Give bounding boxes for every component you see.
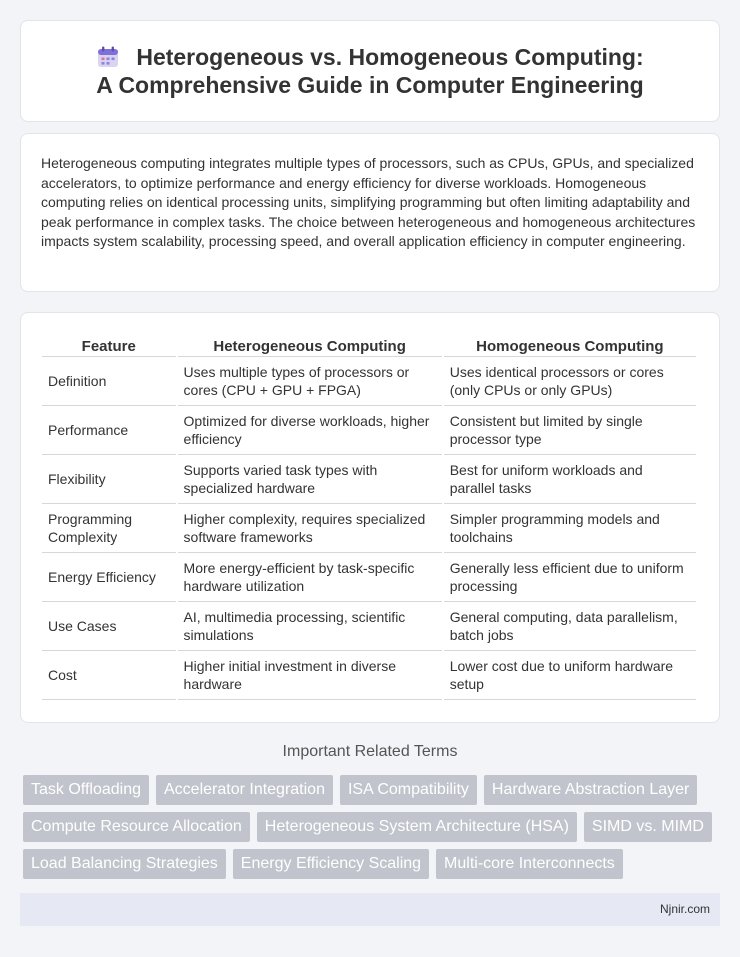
heterogeneous-cell: Uses multiple types of processors or cores (CPU + GPU + FPGA) <box>178 357 442 406</box>
related-term-tag[interactable]: Load Balancing Strategies <box>23 849 226 879</box>
feature-cell: Flexibility <box>42 455 176 504</box>
feature-cell: Use Cases <box>42 602 176 651</box>
related-term-tag[interactable]: Hardware Abstraction Layer <box>484 775 697 805</box>
related-term-tag[interactable]: Accelerator Integration <box>156 775 333 805</box>
comparison-table-card <box>20 312 720 723</box>
homogeneous-cell: Consistent but limited by single processor type <box>444 406 696 455</box>
related-term-tag[interactable]: Multi-core Interconnects <box>436 849 623 879</box>
related-terms-list <box>23 775 723 879</box>
intro-card <box>20 133 720 292</box>
homogeneous-cell: Uses identical processors or cores (only CPUs or only GPUs) <box>444 357 696 406</box>
table-row <box>42 406 696 455</box>
table-row <box>42 455 696 504</box>
heterogeneous-cell: Higher complexity, requires specialized software frameworks <box>178 504 442 553</box>
column-header-homogeneous: Homogeneous Computing <box>444 333 696 357</box>
homogeneous-cell: Lower cost due to uniform hardware setup <box>444 651 696 700</box>
table-row <box>42 651 696 700</box>
feature-cell: Energy Efficiency <box>42 553 176 602</box>
feature-cell: Programming Complexity <box>42 504 176 553</box>
footer <box>20 893 720 926</box>
heterogeneous-cell: Optimized for diverse workloads, higher efficiency <box>178 406 442 455</box>
related-term-tag[interactable]: ISA Compatibility <box>340 775 477 805</box>
feature-cell: Cost <box>42 651 176 700</box>
table-row <box>42 504 696 553</box>
intro-paragraph: Heterogeneous computing integrates multiple types of processors, such as CPUs, GPUs, and specialized accelerators, to optimize performance and energy efficiency for diverse workloads. Homogeneous computing relies on identical processing units, simplifying programming but often limiting adaptability and peak performance in complex tasks. The choice between heterogeneous and homogeneous architectures impacts system scalability, processing speed, and overall application efficiency in computer engineering. <box>41 155 696 250</box>
homogeneous-cell: Best for uniform workloads and parallel tasks <box>444 455 696 504</box>
heterogeneous-cell: More energy-efficient by task-specific hardware utilization <box>178 553 442 602</box>
heterogeneous-cell: Supports varied task types with specialized hardware <box>178 455 442 504</box>
homogeneous-cell: General computing, data parallelism, batch jobs <box>444 602 696 651</box>
column-header-feature: Feature <box>42 333 176 357</box>
table-row <box>42 357 696 406</box>
homogeneous-cell: Generally less efficient due to uniform processing <box>444 553 696 602</box>
heterogeneous-cell: Higher initial investment in diverse hardware <box>178 651 442 700</box>
related-term-tag[interactable]: SIMD vs. MIMD <box>584 812 712 842</box>
column-header-heterogeneous: Heterogeneous Computing <box>178 333 442 357</box>
related-term-tag[interactable]: Heterogeneous System Architecture (HSA) <box>257 812 577 842</box>
table-header-row <box>42 333 696 357</box>
homogeneous-cell: Simpler programming models and toolchains <box>444 504 696 553</box>
feature-cell: Performance <box>42 406 176 455</box>
feature-cell: Definition <box>42 357 176 406</box>
related-term-tag[interactable]: Compute Resource Allocation <box>23 812 250 842</box>
title-card <box>20 20 720 122</box>
site-name: Njnir.com <box>659 902 710 916</box>
related-term-tag[interactable]: Task Offloading <box>23 775 149 805</box>
related-terms-heading: Important Related Terms <box>282 743 458 760</box>
page-title-text: Heterogeneous vs. Homogeneous Computing: A Comprehensive Guide in Computer Engineering <box>96 44 644 98</box>
table-row <box>42 602 696 651</box>
related-term-tag[interactable]: Energy Efficiency Scaling <box>233 849 429 879</box>
page-title <box>90 43 650 99</box>
heterogeneous-cell: AI, multimedia processing, scientific simulations <box>178 602 442 651</box>
calendar-icon <box>96 45 120 69</box>
table-row <box>42 553 696 602</box>
comparison-table <box>40 333 698 700</box>
